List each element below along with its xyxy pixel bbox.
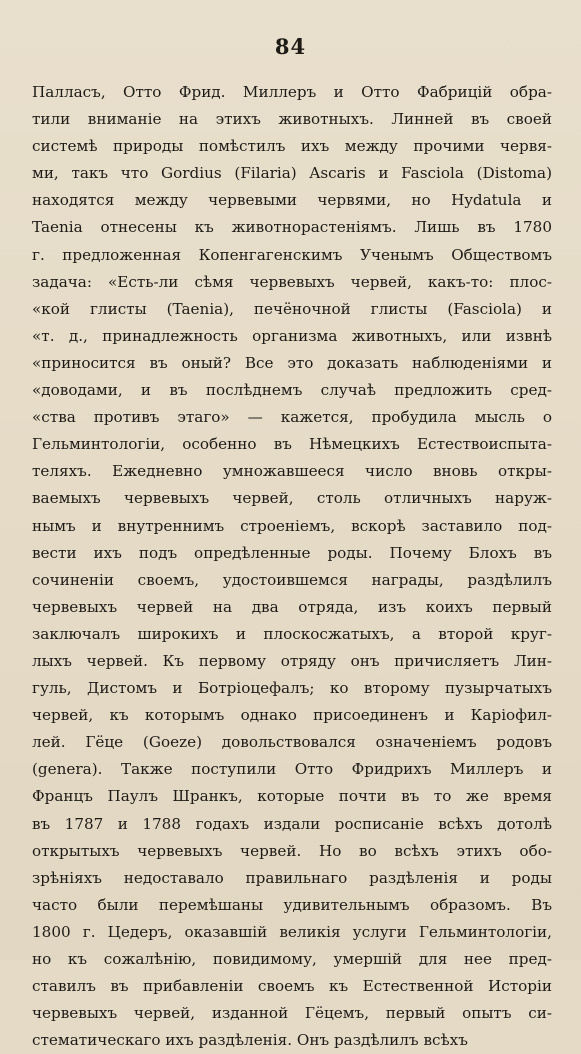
text-line: червевыхъ червей, изданной Гёцемъ, первый опытъ си-	[32, 1004, 552, 1023]
text-line: въ 1787 и 1788 годахъ издали росписаніе всѣхъ дотолѣ	[32, 814, 552, 833]
text-line: задача: «Есть-ли сѣмя червевыхъ червей, какъ-то: плос-	[32, 272, 552, 291]
text-line: сочиненіи своемъ, удостоившемся награды, раздѣлилъ	[32, 570, 552, 589]
text-line: Taenia отнесены къ животнорастеніямъ. Лишь въ 1780	[32, 218, 552, 237]
text-line: открытыхъ червевыхъ червей. Но во всѣхъ этихъ обо-	[32, 841, 552, 860]
page-number: 84	[274, 34, 307, 59]
text-line: лей. Гёце (Goeze) довольствовался означеніемъ родовъ	[32, 733, 552, 752]
text-line: «доводами, и въ послѣднемъ случаѣ предложить сред-	[32, 381, 552, 400]
text-line: Францъ Паулъ Шранкъ, которые почти въ то же время	[32, 787, 552, 806]
text-line: нымъ и внутреннимъ строеніемъ, вскорѣ заставило под-	[32, 516, 552, 535]
body-text	[32, 79, 552, 1054]
text-line: 1800 г. Цедеръ, оказавшій великія услуги Гельминтологіи,	[32, 922, 552, 941]
text-line: г. предложенная Копенгагенскимъ Ученымъ Обществомъ	[32, 245, 552, 264]
text-line: «приносится въ оный? Все это доказать наблюденіями и	[32, 353, 552, 372]
text-line: Палласъ, Отто Фрид. Миллеръ и Отто Фабрицій обра-	[32, 83, 552, 101]
text-line: ставилъ въ прибавленіи своемъ къ Естественной Исторіи	[32, 977, 552, 996]
text-line: часто были перемѣшаны удивительнымъ образомъ. Въ	[32, 895, 552, 914]
text-line: гуль, Дистомъ и Ботріоцефалъ; ко второму пузырчатыхъ	[32, 679, 552, 698]
text-line: но къ сожалѣнію, повидимому, умершій для нее пред-	[32, 950, 552, 968]
text-line: ваемыхъ червевыхъ червей, столь отличныхъ наруж-	[32, 489, 552, 508]
text-line: ми, такъ что Gordius (Filaria) Ascaris и Fasciola (Distoma)	[32, 164, 552, 183]
text-line: теляхъ. Ежедневно умножавшееся число вновь откры-	[32, 462, 552, 481]
text-line: червевыхъ червей на два отряда, изъ коихъ первый	[32, 597, 552, 616]
text-line: вести ихъ подъ опредѣленные роды. Почему Блохъ въ	[32, 543, 552, 562]
text-line: находятся между червевыми червями, но Hydatula и	[32, 191, 552, 210]
text-line: «т. д., принадлежность организма животныхъ, или извнѣ	[32, 326, 552, 345]
text-line: системѣ природы помѣстилъ ихъ между прочими червя-	[32, 137, 552, 156]
text-line: зрѣніяхъ недоставало правильнаго раздѣленія и роды	[32, 868, 552, 887]
text-line: стематическаго ихъ раздѣленія. Онъ раздѣлилъ всѣхъ	[32, 1031, 468, 1050]
text-line: лыхъ червей. Къ первому отряду онъ причисляетъ Лин-	[32, 651, 552, 670]
text-line: тили вниманіе на этихъ животныхъ. Линней въ своей	[32, 110, 552, 129]
text-line: «ства противъ этаго» — кажется, пробудила мысль о	[32, 408, 552, 427]
text-line: (genera). Также поступили Отто Фридрихъ Миллеръ и	[32, 760, 552, 779]
text-line: «кой глисты (Taenia), печёночной глисты (Fasciola) и	[32, 299, 552, 318]
text-line: заключалъ широкихъ и плоскосжатыхъ, а второй круг-	[32, 624, 552, 643]
text-line: червей, къ которымъ однако присоединенъ и Каріофил-	[32, 706, 552, 725]
text-line: Гельминтологіи, особенно въ Нѣмецкихъ Естествоиспыта-	[32, 435, 552, 454]
